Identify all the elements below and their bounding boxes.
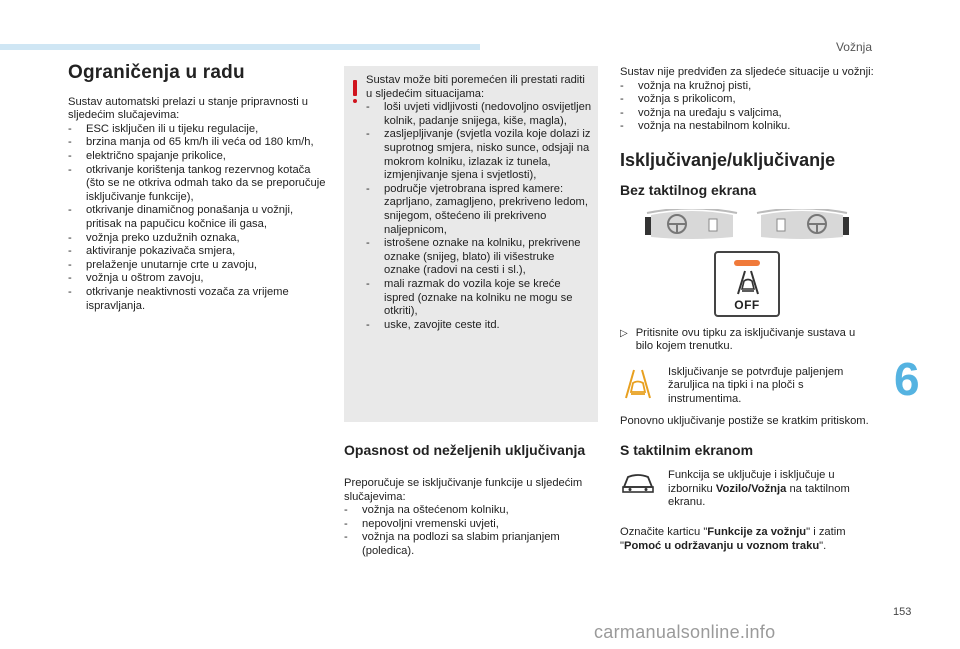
confirm-text: Isključivanje se potvrđuje paljenjem žaruljica na tipki i na ploči s instrumentima.: [668, 365, 844, 405]
limitations-title: Ograničenja u radu: [68, 62, 245, 83]
steering-wheel-left-icon: [643, 209, 741, 243]
column-deactivation: [620, 66, 874, 553]
deactivation-title: Isključivanje/uključivanje: [620, 149, 836, 170]
car-menu-icon: [620, 469, 656, 495]
section-header: Vožnja: [835, 40, 872, 54]
touchscreen-text: Funkcija se uključuje i isključuje u izborniku Vozilo/Vožnja na taktilnom ekranu.: [668, 469, 850, 509]
triangle-bullet-icon: ▷: [620, 327, 628, 339]
unwanted-activation-intro: Preporučuje se isključivanje funkcije u sljedećim slučajevima:: [344, 477, 583, 503]
off-label: OFF: [734, 297, 760, 312]
select-tab-text: Označite karticu "Funkcije za vožnju" i zatim "Pomoć u održavanju u voznom traku".: [620, 525, 846, 552]
list-item: - loši uvjeti vidljivosti (nedovoljno osvijetljen kolnik, padanje snijega, kiše, magla),: [366, 101, 592, 127]
list-item: - brzina manja od 65 km/h ili veća od 180 km/h,: [68, 136, 314, 149]
limitations-intro: Sustav automatski prelazi u stanje pripravnosti u sljedećim slučajevima:: [68, 95, 309, 122]
list-item: - aktiviranje pokazivača smjera,: [68, 245, 236, 258]
list-item: - otkrivanje neaktivnosti vozača za vrijeme ispravljanja.: [68, 285, 289, 312]
led-indicator: [734, 260, 760, 266]
list-item: - mali razmak do vozila koje se kreće ispred (oznake na kolniku ne mogu se otkriti),: [366, 277, 573, 318]
column-limitations: [68, 62, 330, 313]
no-touchscreen-subtitle: Bez taktilnog ekrana: [620, 181, 757, 198]
warning-list: [366, 101, 592, 332]
steering-illustration: [620, 209, 874, 243]
touchscreen-row: [620, 469, 874, 510]
top-accent-bar: [0, 44, 480, 50]
list-item: - električno spajanje prikolice,: [68, 149, 226, 162]
lane-warning-lamp-icon: [620, 366, 656, 400]
list-item: - vožnja u oštrom zavoju,: [68, 272, 204, 285]
press-instruction: ▷ Pritisnite ovu tipku za isključivanje sustava u bilo kojem trenutku.: [620, 326, 856, 353]
lane-assist-off-button[interactable]: [714, 251, 780, 317]
list-item: - vožnja na nestabilnom kolniku.: [620, 120, 791, 133]
exclamation-warning-icon: [352, 80, 358, 104]
list-item: - ESC isključen ili u tijeku regulacije,: [68, 122, 259, 135]
watermark: carmanualsonline.info: [594, 622, 776, 642]
unwanted-activation-title: Opasnost od neželjenih uključivanja: [344, 442, 586, 458]
chapter-number: 6: [894, 353, 920, 405]
steering-wheel-right-icon: [753, 209, 851, 243]
unwanted-activation-list: [344, 504, 598, 558]
list-item: - vožnja na uređaju s valjcima,: [620, 106, 782, 119]
list-item: - uske, zavojite ceste itd.: [366, 318, 500, 331]
lane-departure-icon: [734, 269, 762, 295]
list-item: - vožnja na oštećenom kolniku,: [344, 504, 509, 517]
reactivate-text: Ponovno uključivanje postiže se kratkim pritiskom.: [620, 414, 869, 427]
column-warnings: [344, 66, 598, 559]
list-item: - područje vjetrobrana ispred kamere: zaprljano, zamagljeno, prekriveno ledom, snijegom, oštećeno ili prekriveno naljepnicom,: [366, 182, 588, 236]
list-item: - otkrivanje korištenja tankog rezervnog kotača (što se ne otkriva odmah tako da se preporučuje isključivanje funkcije),: [68, 163, 326, 203]
warning-intro: Sustav može biti poremećen ili prestati raditi u sljedećim situacijama:: [366, 74, 585, 100]
list-item: - otkrivanje dinamičnog ponašanja u vožnji, pritisak na papučicu kočnice ili gasa,: [68, 204, 294, 230]
list-item: - prelaženje unutarnje crte u zavoju,: [68, 258, 258, 271]
limitations-list: [68, 123, 330, 313]
list-item: - zasljepljivanje (svjetla vozila koje dolazi iz suprotnog smjera, nisko sunce, odsjaji na mokrom kolniku, izlazak iz tunela, izmjenjivanje sjena i svjetlosti),: [366, 128, 591, 182]
list-item: - nepovoljni vremenski uvjeti,: [344, 517, 499, 530]
not-intended-intro: Sustav nije predviđen za sljedeće situacije u vožnji:: [620, 66, 874, 78]
list-item: - istrošene oznake na kolniku, prekrivene oznake (snijeg, blato) ili višestruke oznake (radovi na cesti i sl.),: [366, 237, 581, 277]
not-intended-list: [620, 80, 874, 134]
list-item: - vožnja na podlozi sa slabim prianjanjem (poledica).: [344, 531, 560, 557]
page-number: 153: [893, 606, 912, 618]
touchscreen-subtitle: S taktilnim ekranom: [620, 442, 754, 459]
list-item: - vožnja na kružnoj pisti,: [620, 79, 752, 92]
list-item: - vožnja preko uzdužnih oznaka,: [68, 231, 240, 244]
confirm-row: [620, 366, 874, 407]
list-item: - vožnja s prikolicom,: [620, 93, 736, 106]
warning-box: [344, 66, 598, 422]
